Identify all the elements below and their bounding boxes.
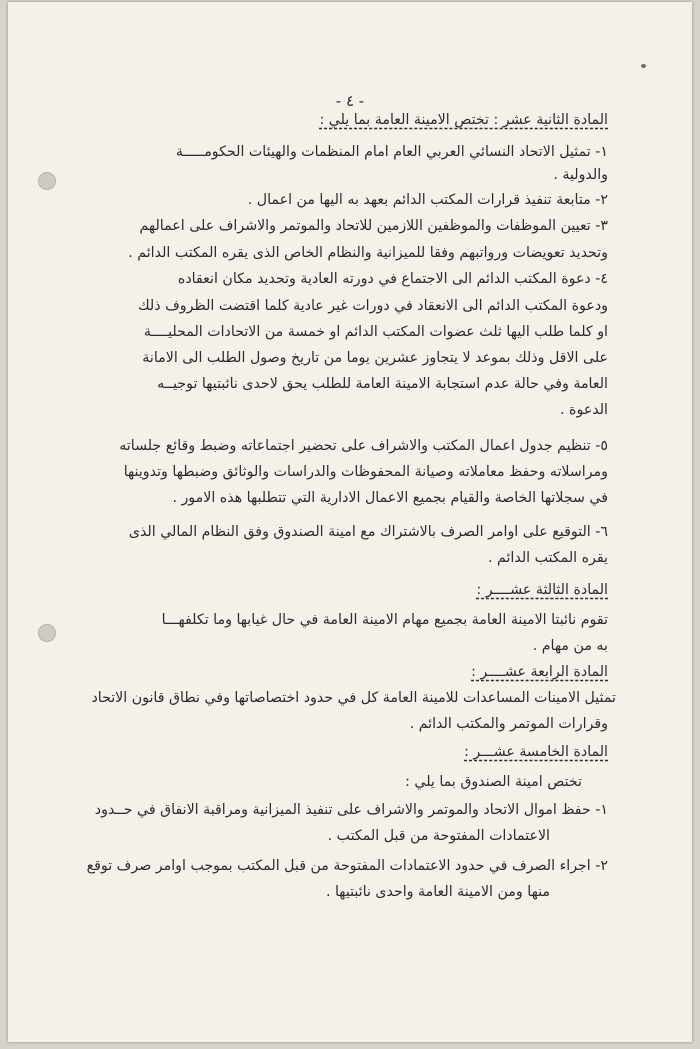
article-12-item-6: ٦- التوقيع على اوامر الصرف بالاشتراك مع امينة الصندوق وفق النظام المالي الذى — [128, 524, 608, 540]
ink-mark — [641, 64, 646, 68]
article-12-item-5-cont-2: في سجلاتها الخاصة والقيام بجميع الاعمال الادارية التي تتطلبها هذه الامور . — [172, 490, 608, 506]
article-12-item-2: ٢- متابعة تنفيذ قرارات المكتب الدائم بعهد به اليها من اعمال . — [247, 192, 608, 208]
article-12-item-4-cont-2: او كلما طلب اليها ثلث عضوات المكتب الدائم او خمسة من الاتحادات المحليــــة — [143, 324, 608, 340]
article-15-item-2-cont: منها ومن الامينة العامة واحدى نائبتيها . — [325, 884, 550, 900]
article-12-item-6-cont: يقره المكتب الدائم . — [488, 550, 608, 566]
page-number: - ٤ - — [335, 92, 365, 110]
article-12-item-4-cont-1: ودعوة المكتب الدائم الى الانعقاد في دورات غير عادية كلما اقتضت الظروف ذلك — [137, 298, 608, 314]
article-12-item-4-cont-5: الدعوة . — [560, 402, 608, 418]
article-12-item-5-cont-1: ومراسلاته وحفظ معاملاته وصيانة المحفوظات والدراسات والوثائق وضبطها وتدوينها — [123, 464, 608, 480]
article-15-intro: تختص امينة الصندوق بما يلي : — [405, 774, 582, 790]
article-12-heading: المادة الثانية عشر : تختص الامينة العامة بما يلي : — [319, 112, 608, 128]
punch-hole-bottom — [38, 624, 56, 642]
article-13-text-cont: به من مهام . — [532, 638, 608, 654]
article-12-item-4-cont-4: العامة وفي حالة عدم استجابة الامينة العامة للطلب يحق لاحدى نائبتيها توجيــه — [157, 376, 608, 392]
article-12-item-3-cont: وتحديد تعويضات ورواتبهم وفقا للميزانية والنظام الخاص الذى يقره المكتب الدائم . — [128, 245, 608, 261]
article-12-item-3: ٣- تعيين الموظفات والموظفين اللازمين للاتحاد والموتمر والاشراف على اعمالهم — [139, 218, 608, 234]
article-13-heading: المادة الثالثة عشــــر : — [476, 582, 608, 598]
article-12-item-4-cont-3: على الاقل وذلك بموعد لا يتجاوز عشرين يوما من تاريخ وصول الطلب الى الامانة — [142, 350, 608, 366]
article-12-item-1-cont: والدولية . — [553, 167, 608, 183]
article-15-heading: المادة الخامسة عشـــر : — [464, 744, 608, 760]
article-12-item-5: ٥- تنظيم جدول اعمال المكتب والاشراف على تحضير اجتماعاته وضبط وقائع جلساته — [119, 438, 608, 454]
article-15-item-2: ٢- اجراء الصرف في حدود الاعتمادات المفتوحة من قبل المكتب بموجب اوامر صرف توقع — [86, 858, 608, 874]
article-14-heading: المادة الرابعة عشــــر : — [471, 664, 608, 680]
article-15-item-1-cont: الاعتمادات المفتوحة من قبل المكتب . — [327, 828, 550, 844]
article-14-text: تمثيل الامينات المساعدات للامينة العامة كل في حدود اختصاصاتها وفي نطاق قانون الاتحاد — [91, 690, 616, 706]
article-15-item-1: ١- حفظ اموال الاتحاد والموتمر والاشراف على تنفيذ الميزانية ومراقبة الانفاق في حــدود — [94, 802, 608, 818]
article-12-item-4: ٤- دعوة المكتب الدائم الى الاجتماع في دورته العادية وتحديد مكان انعقاده — [177, 271, 608, 287]
article-12-item-1: ١- تمثيل الاتحاد النسائي العربي العام امام المنظمات والهيئات الحكومـــــة — [175, 144, 608, 160]
article-13-text: تقوم نائبتا الامينة العامة بجميع مهام الامينة العامة في حال غيابها وما تكلفهـــا — [161, 612, 608, 628]
article-14-text-cont: وقرارات الموتمر والمكتب الدائم . — [409, 716, 608, 732]
punch-hole-top — [38, 172, 56, 190]
